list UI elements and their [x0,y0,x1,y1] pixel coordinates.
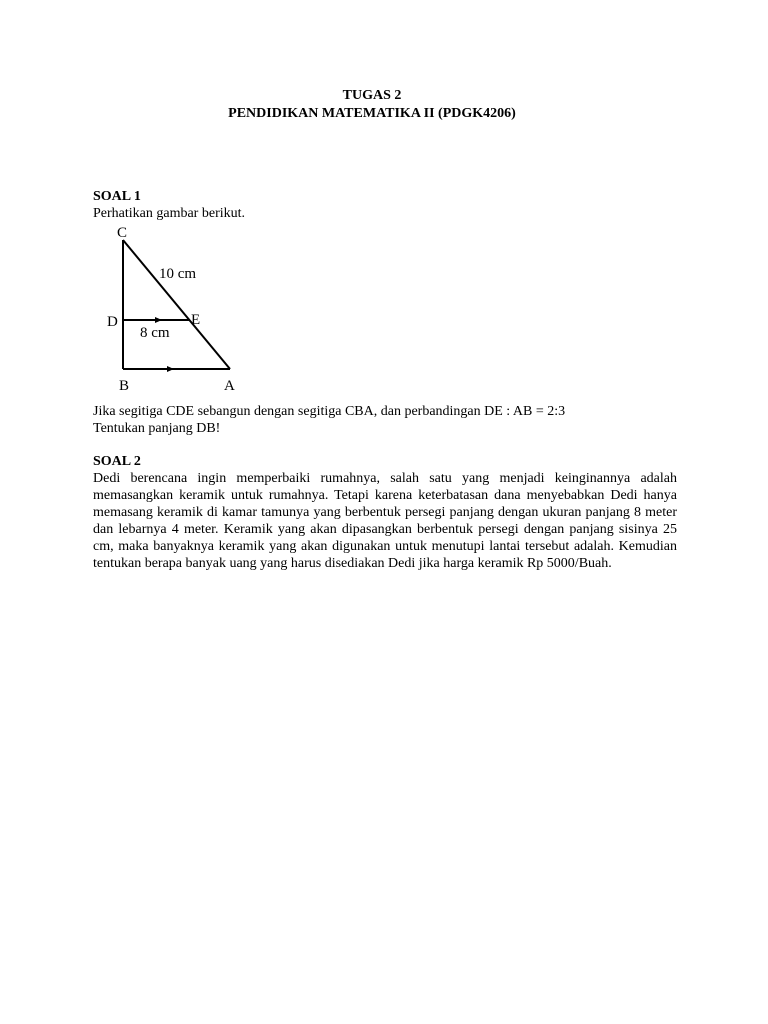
label-ce-length: 10 cm [159,266,197,282]
label-d: D [107,314,118,330]
soal1-intro: Perhatikan gambar berikut. [93,206,246,221]
soal1-heading: SOAL 1 [93,189,141,204]
triangle-figure [100,222,250,394]
label-de-length: 8 cm [140,325,170,341]
soal1-question-line1: Jika segitiga CDE sebangun dengan segitiga CBA, dan perbandingan DE : AB = 2:3 [93,404,566,419]
label-c: C [117,225,128,241]
soal2-heading: SOAL 2 [93,454,141,469]
label-b: B [119,378,130,394]
label-e: E [191,312,201,328]
arrow-ba [167,366,174,372]
soal2-text: Dedi berencana ingin memperbaiki rumahnya, salah satu yang menjadi keinginannya adalah memasangkan keramik untuk rumahnya. Tetapi karena keterbatasan dana menyebabkan Dedi hanya memasang keramik di kamar tamunya yang berbentuk persegi panjang dengan ukuran panjang 8 meter dan lebarnya 4 meter. Keramik yang akan dipasangkan berbentuk persegi dengan panjang sisinya 25 cm, maka banyaknya keramik yang akan digunakan untuk menutupi lantai tersebut adalah. Kemudian tentukan berapa banyak uang yang harus disediakan Dedi jika harga keramik Rp 5000/Buah. [93,471,677,571]
segment-ca [123,240,230,369]
document-subtitle: PENDIDIKAN MATEMATIKA II (PDGK4206) [228,106,516,121]
arrow-de [155,317,162,323]
document-title: TUGAS 2 [342,88,402,103]
soal1-question-line2: Tentukan panjang DB! [93,421,221,436]
label-a: A [224,378,235,394]
